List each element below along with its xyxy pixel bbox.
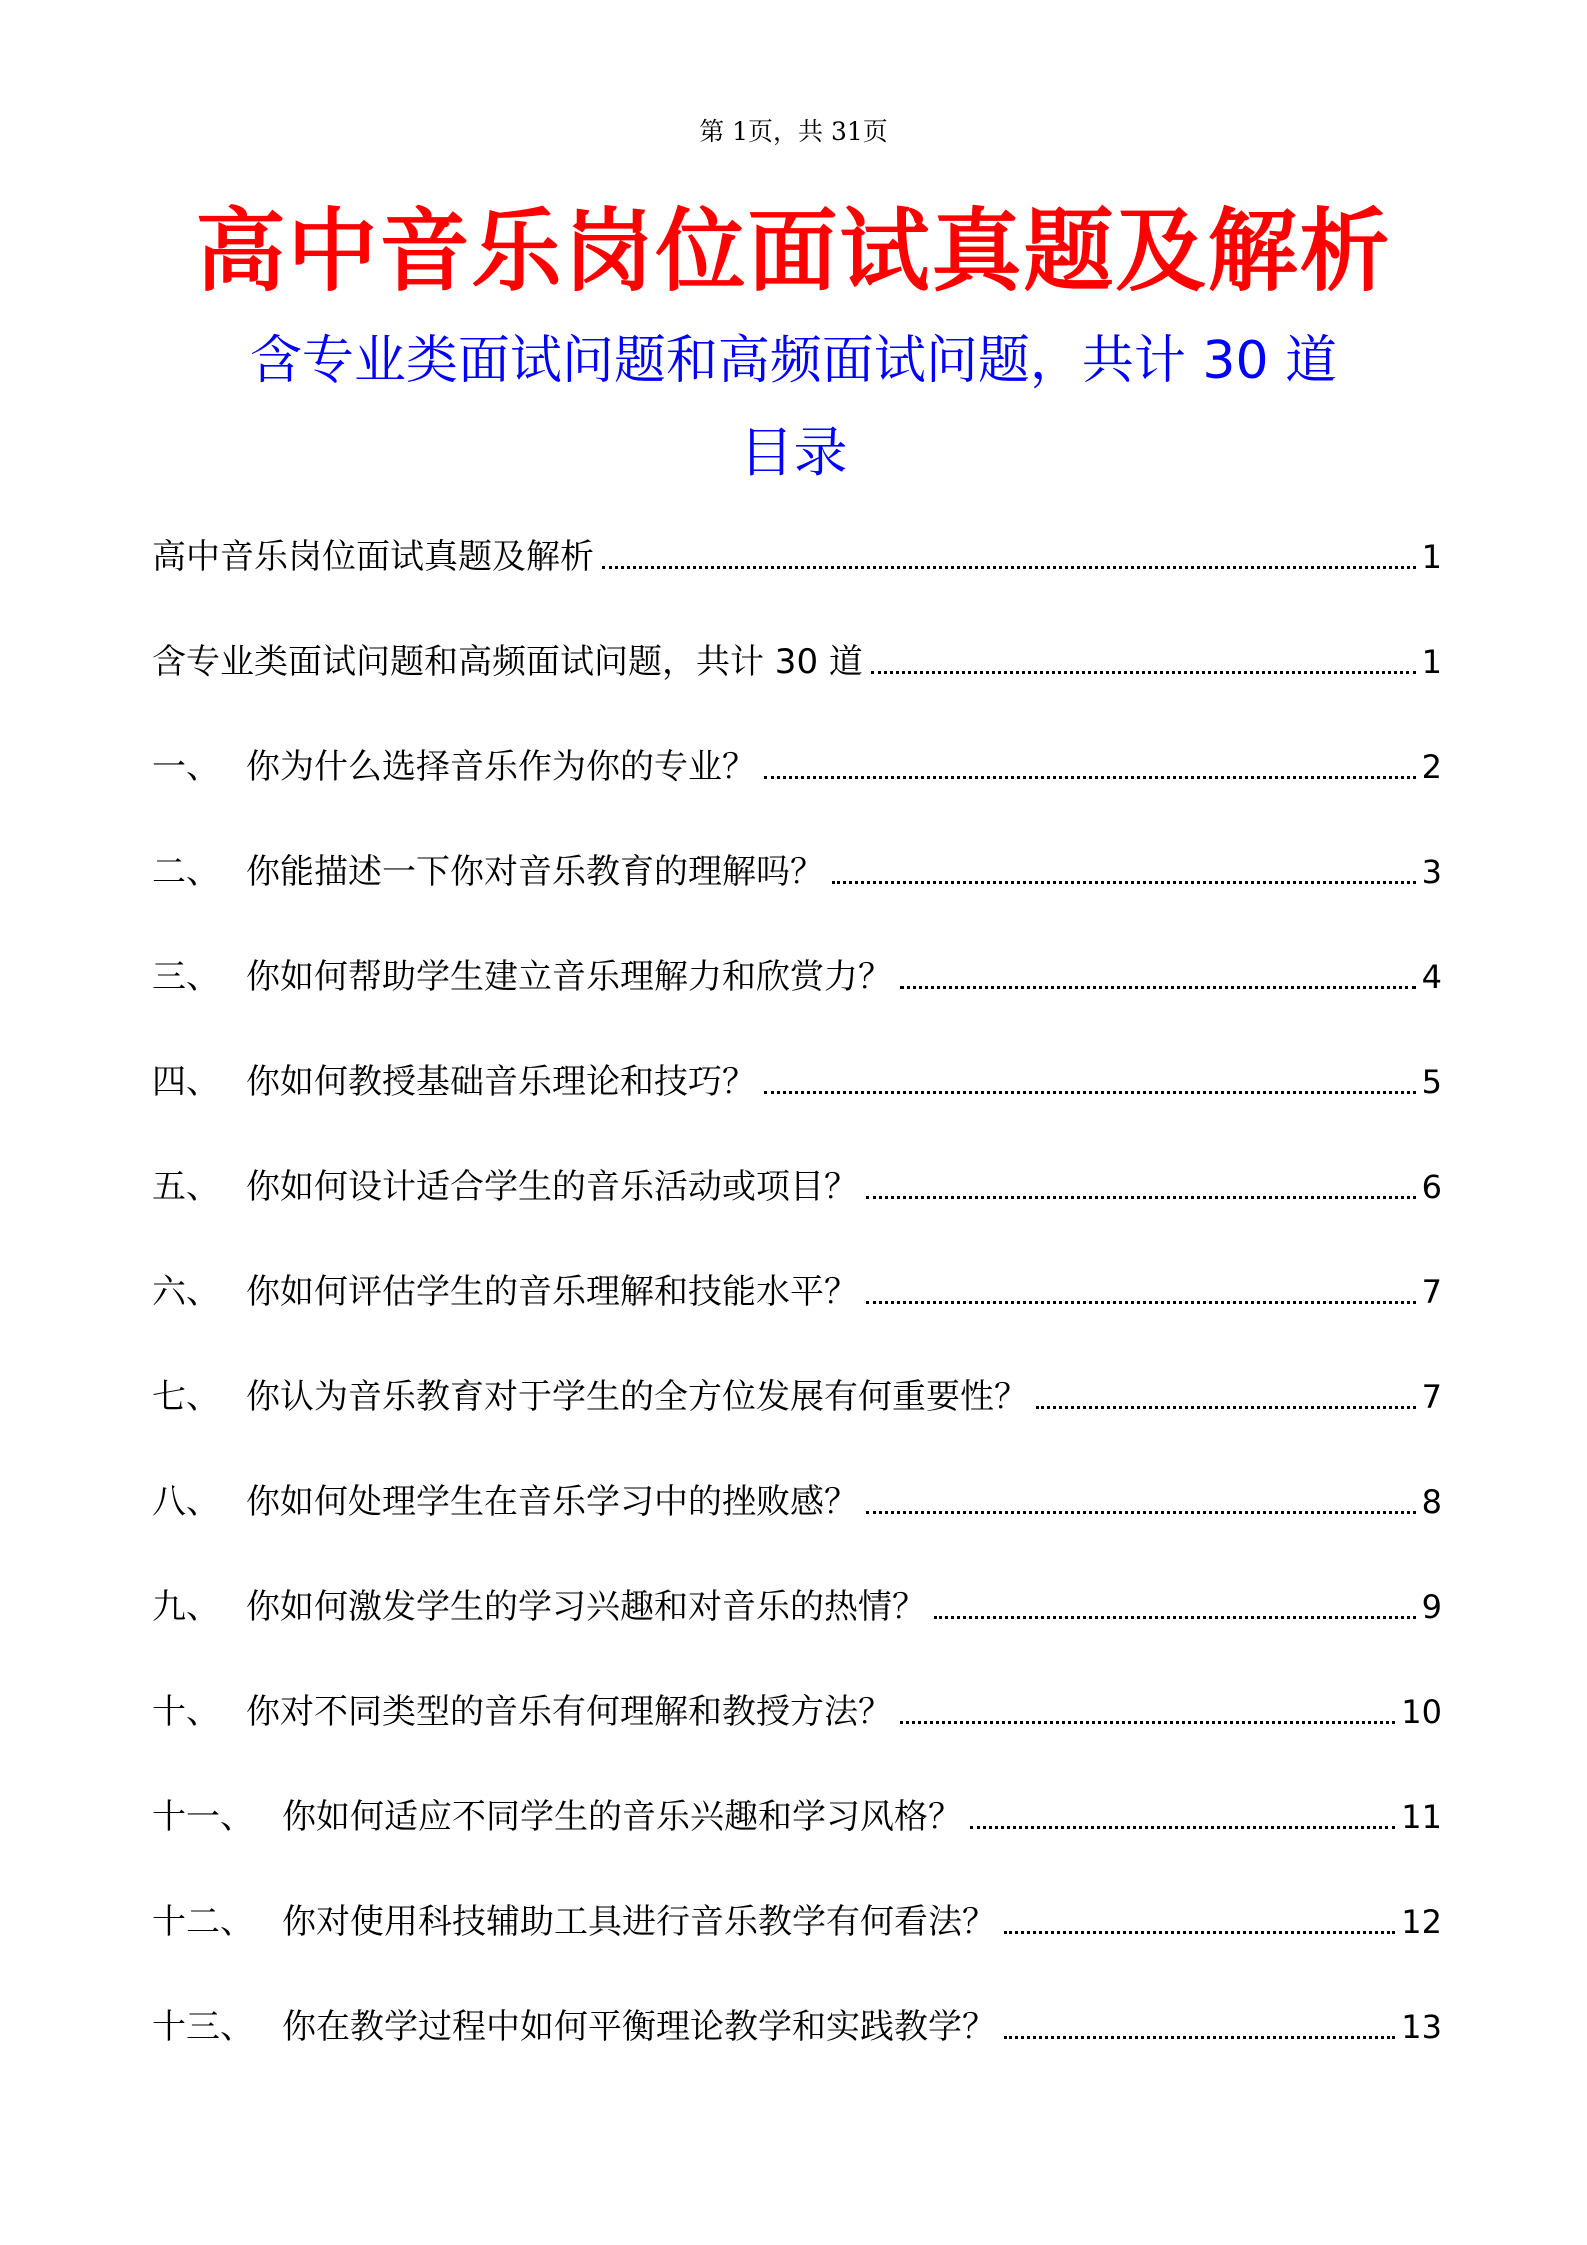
toc-entry[interactable]: [152, 1885, 1442, 1945]
toc-entry[interactable]: [152, 520, 1442, 580]
toc-entry[interactable]: [152, 1255, 1442, 1315]
toc-dot-leader: [764, 776, 1416, 779]
toc-entry-number: 五、: [152, 1167, 220, 1207]
toc-entry-number: 一、: [152, 747, 220, 787]
toc-entry-page: 10: [1401, 1693, 1442, 1731]
toc-entry-title: 高中音乐岗位面试真题及解析: [152, 537, 594, 577]
toc-entry[interactable]: [152, 940, 1442, 1000]
toc-entry-title: 你对不同类型的音乐有何理解和教授方法？: [246, 1692, 892, 1732]
toc-entry-title: 你在教学过程中如何平衡理论教学和实践教学？: [282, 2007, 996, 2047]
toc-dot-leader: [871, 671, 1416, 674]
toc-entry-number: 十二、: [152, 1902, 254, 1942]
toc-entry-page: 5: [1421, 1063, 1442, 1101]
toc-entry-title: 你如何设计适合学生的音乐活动或项目？: [246, 1167, 858, 1207]
toc-entry-page: 11: [1401, 1798, 1442, 1836]
toc-dot-leader: [900, 986, 1416, 989]
document-subtitle: 含专业类面试问题和高频面试问题，共计 30 道: [249, 331, 1338, 391]
toc-dot-leader: [934, 1616, 1416, 1619]
toc-entry-page: 13: [1401, 2008, 1442, 2046]
toc-entry-number: 七、: [152, 1377, 220, 1417]
toc-entry[interactable]: [152, 1045, 1442, 1105]
page-indicator: 第 1页，共 31页: [699, 117, 888, 146]
toc-entry[interactable]: [152, 835, 1442, 895]
toc-entry-page: 8: [1421, 1483, 1442, 1521]
toc-dot-leader: [1004, 1931, 1395, 1934]
toc-entry-page: 3: [1421, 853, 1442, 891]
toc-entry-number: 十一、: [152, 1797, 254, 1837]
toc-entry[interactable]: [152, 1360, 1442, 1420]
toc-entry-title: 你对使用科技辅助工具进行音乐教学有何看法？: [282, 1902, 996, 1942]
toc-heading: 目录: [739, 421, 848, 484]
toc-entry[interactable]: [152, 625, 1442, 685]
toc-dot-leader: [866, 1196, 1416, 1199]
toc-entry-number: 十三、: [152, 2007, 254, 2047]
toc-dot-leader: [866, 1511, 1416, 1514]
toc-entry-page: 4: [1421, 958, 1442, 996]
toc-dot-leader: [1036, 1406, 1416, 1409]
toc-dot-leader: [970, 1826, 1395, 1829]
toc-dot-leader: [832, 881, 1416, 884]
toc-entry-number: 二、: [152, 852, 220, 892]
toc-entry-title: 你如何适应不同学生的音乐兴趣和学习风格？: [282, 1797, 962, 1837]
toc-entry-page: 7: [1421, 1378, 1442, 1416]
toc-dot-leader: [900, 1721, 1395, 1724]
toc-entry-page: 1: [1421, 538, 1442, 576]
toc-entry-title: 你如何处理学生在音乐学习中的挫败感？: [246, 1482, 858, 1522]
toc-entry-number: 三、: [152, 957, 220, 997]
toc-entry-title: 你能描述一下你对音乐教育的理解吗？: [246, 852, 824, 892]
toc-entry-number: 九、: [152, 1587, 220, 1627]
toc-entry[interactable]: [152, 1150, 1442, 1210]
toc-entry-page: 12: [1401, 1903, 1442, 1941]
toc-entry[interactable]: [152, 1570, 1442, 1630]
toc-entry-number: 六、: [152, 1272, 220, 1312]
toc-entry-number: 八、: [152, 1482, 220, 1522]
toc-entry-title: 含专业类面试问题和高频面试问题，共计 30 道: [152, 642, 863, 682]
toc-entry-page: 1: [1421, 643, 1442, 681]
toc-entry[interactable]: [152, 730, 1442, 790]
toc-entry-title: 你认为音乐教育对于学生的全方位发展有何重要性？: [246, 1377, 1028, 1417]
toc-entry[interactable]: [152, 1780, 1442, 1840]
toc-entry-title: 你如何教授基础音乐理论和技巧？: [246, 1062, 756, 1102]
document-title: 高中音乐岗位面试真题及解析: [195, 199, 1392, 304]
toc-entry[interactable]: [152, 1465, 1442, 1525]
toc-entry-number: 十、: [152, 1692, 220, 1732]
toc-entry-title: 你如何评估学生的音乐理解和技能水平？: [246, 1272, 858, 1312]
toc-dot-leader: [866, 1301, 1416, 1304]
toc-entry-page: 9: [1421, 1588, 1442, 1626]
toc-entry-number: 四、: [152, 1062, 220, 1102]
toc-entry-page: 2: [1421, 748, 1442, 786]
toc-entry-page: 7: [1421, 1273, 1442, 1311]
toc-entry-title: 你为什么选择音乐作为你的专业？: [246, 747, 756, 787]
toc-entry[interactable]: [152, 1990, 1442, 2050]
toc-entry-title: 你如何激发学生的学习兴趣和对音乐的热情？: [246, 1587, 926, 1627]
toc-dot-leader: [764, 1091, 1416, 1094]
toc-entry-page: 6: [1421, 1168, 1442, 1206]
toc-entry[interactable]: [152, 1675, 1442, 1735]
toc-dot-leader: [602, 566, 1416, 569]
toc-entry-title: 你如何帮助学生建立音乐理解力和欣赏力？: [246, 957, 892, 997]
toc-dot-leader: [1004, 2036, 1395, 2039]
